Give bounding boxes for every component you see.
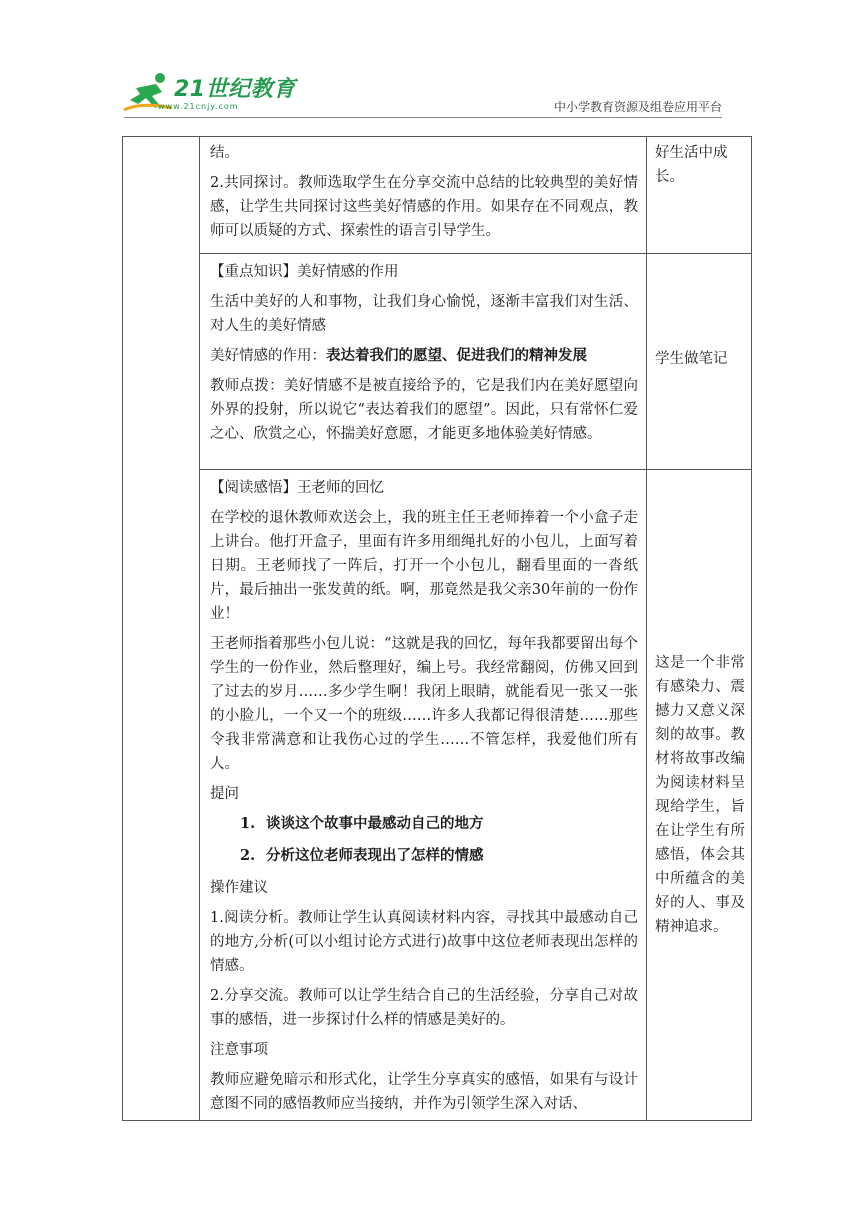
- section-title: 【重点知识】美好情感的作用: [210, 264, 399, 280]
- paragraph: 教师应避免暗示和形式化，让学生分享真实的感悟，如果有与设计意图不同的感悟教师应当接纳，并作为引领学生深入对话、: [210, 1072, 638, 1112]
- note-label: 注意事项: [210, 1042, 268, 1058]
- intent-cell: [647, 254, 752, 470]
- label-prefix: 美好情感的作用：: [210, 348, 326, 364]
- list-number: 2.: [240, 847, 256, 864]
- table-row: [123, 254, 752, 470]
- table-row: [123, 470, 752, 1121]
- header-divider: [124, 117, 722, 118]
- ask-label: 提问: [210, 786, 239, 802]
- activity-cell: [200, 137, 647, 254]
- intent-text: 学生做笔记: [655, 350, 728, 367]
- paragraph: 生活中美好的人和事物，让我们身心愉悦，逐渐丰富我们对生活、对人生的美好情感: [210, 294, 638, 334]
- paragraph: 1.阅读分析。教师让学生认真阅读材料内容，寻找其中最感动自己的地方,分析(可以小组讨论方式进行)故事中这位老师表现出怎样的情感。: [210, 910, 638, 974]
- question-text: 谈谈这个故事中最感动自己的地方: [266, 815, 484, 832]
- paragraph: [210, 344, 638, 368]
- logo-url: www.21cnjy.com: [158, 102, 239, 111]
- story-paragraph: 在学校的退休教师欢送会上，我的班主任王老师捧着一个小盒子走上讲台。他打开盒子，里面有许多用细绳扎好的小包儿，上面写着日期。王老师找了一阵后，打开一个小包儿，翻看里面的一沓纸片，最后抽出一张发黄的纸。啊，那竟然是我父亲30年前的一份作业！: [210, 510, 638, 622]
- table-row: [123, 137, 752, 254]
- intent-cell: [647, 137, 752, 254]
- intent-text: 这是一个非常有感染力、震撼力又意义深刻的故事。教材将故事改编为阅读材料呈现给学生，旨在让学生有所感悟，体会其中所蕴含的美好的人、事及精神追求。: [655, 655, 745, 935]
- paragraph: 教师点拨：美好情感不是被直接给予的，它是我们内在美好愿望向外界的投射，所以说它“表达着我们的愿望”。因此，只有常怀仁爱之心、欣赏之心，怀揣美好意愿，才能更多地体验美好情感。: [210, 378, 638, 442]
- list-number: 1.: [240, 815, 256, 832]
- story-paragraph: 王老师指着那些小包儿说：“这就是我的回忆，每年我都要留出每个学生的一份作业，然后整理好，编上号。我经常翻阅，仿佛又回到了过去的岁月……多少学生啊！我闭上眼睛，就能看见一张又一张的小脸儿，一个又一个的班级……许多人我都记得很清楚……那些令我非常满意和让我伤心过的学生……不管怎样，我爱他们所有人。: [210, 636, 638, 772]
- bold-emphasis: 表达着我们的愿望、促进我们的精神发展: [326, 347, 587, 364]
- page-header: [0, 0, 860, 130]
- logo-text: 21世纪教育: [174, 77, 296, 102]
- list-item: [240, 812, 638, 836]
- paragraph: 2.分享交流。教师可以让学生结合自己的生活经验，分享自己对故事的感悟，进一步探讨什么样的情感是美好的。: [210, 988, 638, 1028]
- activity-cell: [200, 254, 647, 470]
- question-text: 分析这位老师表现出了怎样的情感: [266, 847, 484, 864]
- platform-name: 中小学教育资源及组卷应用平台: [553, 100, 722, 114]
- paragraph: 2.共同探讨。教师选取学生在分享交流中总结的比较典型的美好情感，让学生共同探讨这些美好情感的作用。如果存在不同观点，教师可以质疑的方式、探索性的语言引导学生。: [210, 175, 638, 239]
- activity-cell: [200, 470, 647, 1121]
- intent-text: 好生活中成长。: [655, 145, 728, 185]
- lesson-table: [122, 136, 752, 1121]
- ops-label: 操作建议: [210, 880, 268, 896]
- site-logo: [122, 70, 302, 120]
- empty-column-cell: [123, 137, 200, 1121]
- intent-cell: [647, 470, 752, 1121]
- section-title: 【阅读感悟】王老师的回忆: [210, 480, 384, 496]
- list-item: [240, 844, 638, 868]
- paragraph: 结。: [210, 145, 239, 161]
